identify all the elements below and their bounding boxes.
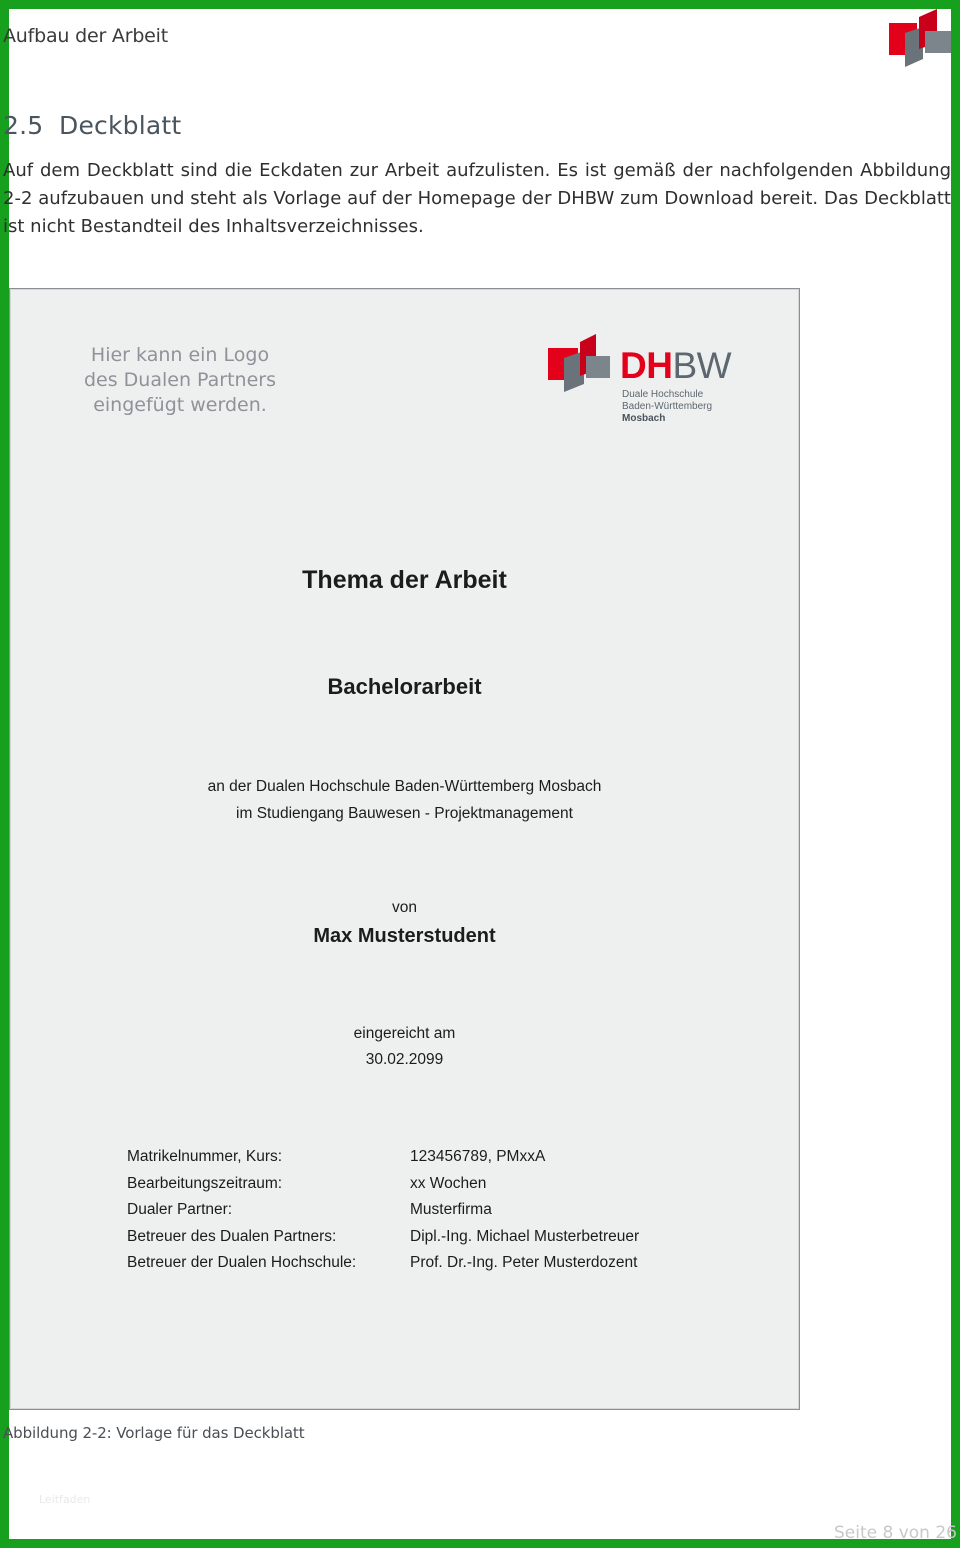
detail-value: 123456789, PMxxA [410, 1148, 546, 1165]
section-title: Deckblatt [59, 111, 182, 140]
detail-label: Dualer Partner: [127, 1201, 233, 1218]
program-line: im Studiengang Bauwesen - Projektmanagement [236, 805, 573, 822]
detail-row [127, 1197, 639, 1224]
dhbw-subtitle-line: Baden-Württemberg [622, 401, 713, 412]
detail-value: xx Wochen [410, 1174, 487, 1192]
detail-value: Prof. Dr.-Ing. Peter Musterdozent [410, 1254, 638, 1271]
dhbw-mark-icon [889, 9, 951, 69]
wordmark-dh: DH [620, 345, 673, 386]
dhbw-campus: Mosbach [622, 413, 666, 424]
detail-value: Dipl.-Ing. Michael Musterbetreuer [410, 1227, 640, 1245]
figure-caption: Abbildung 2-2: Vorlage für das Deckblatt [3, 1424, 305, 1442]
detail-label: Betreuer der Dualen Hochschule: [127, 1254, 357, 1271]
partner-logo-placeholder [70, 343, 290, 418]
body-paragraph: Auf dem Deckblatt sind die Eckdaten zur Arbeit aufzulisten. Es ist gemäß der nachfolgenden Abbildung 2-2 aufzubauen und steht als Vorlage auf der Homepage der DHBW zum Download bereit. Das Deckblatt ist nicht Bestandteil des Inhaltsverzeichnisses. [3, 160, 951, 237]
document-page [3, 9, 957, 1543]
author-name: Max Musterstudent [313, 925, 496, 947]
page-number: Seite 8 von 26 [834, 1523, 957, 1543]
footer-left-text: Leitfaden [39, 1493, 91, 1506]
submitted-label: eingereicht am [353, 1025, 456, 1042]
detail-label: Betreuer des Dualen Partners: [127, 1227, 337, 1245]
cover-page-figure [9, 288, 800, 1410]
dhbw-logo [548, 334, 748, 429]
section-heading [3, 111, 181, 140]
dhbw-subtitle [622, 389, 712, 425]
von-label: von [392, 899, 417, 916]
wordmark-bw: BW [672, 345, 732, 386]
details-table [127, 1144, 639, 1277]
dhbw-subtitle-line: Duale Hochschule [622, 389, 704, 400]
section-number: 2.5 [3, 111, 44, 140]
detail-row [127, 1250, 639, 1277]
detail-label: Matrikelnummer, Kurs: [127, 1148, 283, 1165]
dhbw-mark-icon [548, 334, 612, 396]
running-header: Aufbau der Arbeit [3, 25, 169, 47]
detail-value: Musterfirma [410, 1201, 492, 1218]
detail-row [127, 1144, 639, 1171]
detail-label: Bearbeitungszeitraum: [127, 1174, 283, 1192]
thesis-type: Bachelorarbeit [327, 674, 482, 699]
placeholder-line: Hier kann ein Logo [90, 344, 270, 366]
placeholder-line: des Dualen Partners [83, 369, 276, 391]
submitted-date: 30.02.2099 [365, 1051, 444, 1068]
detail-row [127, 1171, 639, 1198]
detail-row [127, 1224, 639, 1251]
placeholder-line: eingefügt werden. [93, 394, 267, 416]
institution-line: an der Dualen Hochschule Baden-Württemberg Mosbach [207, 778, 602, 795]
dhbw-wordmark [620, 346, 731, 386]
thesis-title: Thema der Arbeit [302, 566, 507, 594]
